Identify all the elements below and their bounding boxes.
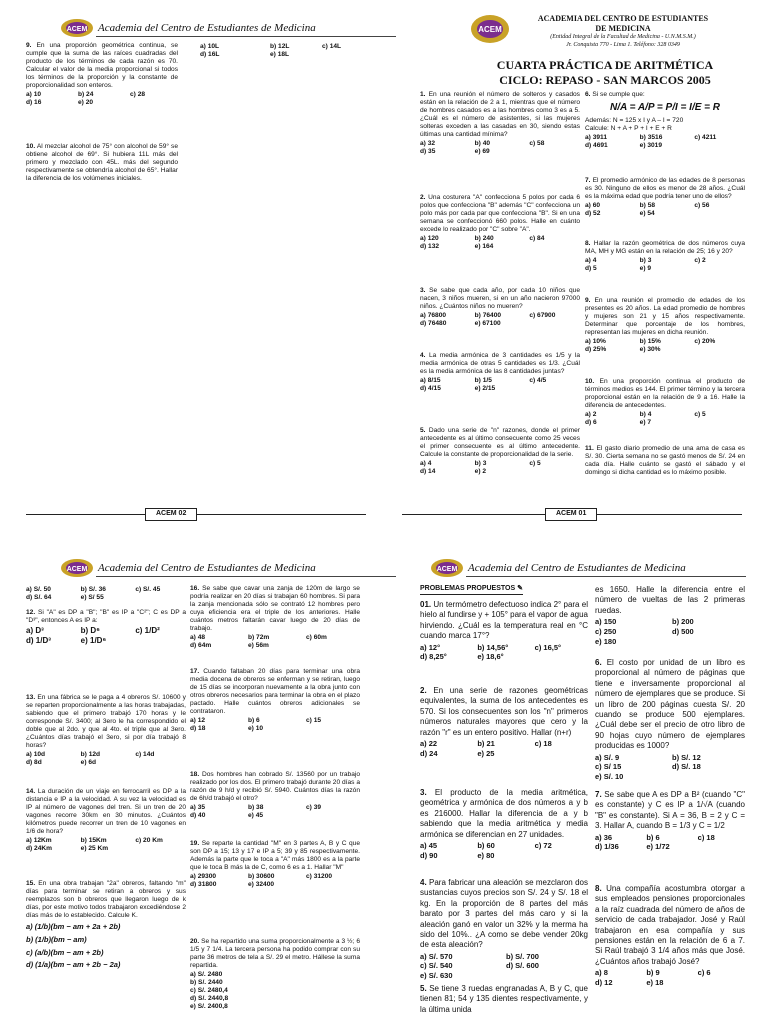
tr-q9: 9. En una reunión el promedio de edades de los presentes es 20 años. La edad promedio de hombres y mujeres son 21 y 15 años respectivamente. Determinar que porcentaje de los hombres, representan las mujeres en dicha reunión. a) 10% b) 15% c) 20% d) 25% e) 30% (585, 297, 745, 354)
bl-top-options: a) S/. 50 b) S/. 36 c) S/. 45 d) S/. 64 e) S/ 55 (26, 586, 161, 602)
bl-q12: 12. Si "A" es DP a "B"; "B" es IP a "C²"; C es DP a "D³", entonces A es IP a: a) D³ b) D⁶ c) 1/D² d) 1/D³ e) 1/D⁶ (26, 609, 186, 645)
br-q01: 01. Un termómetro defectuoso indica 2° para el hielo al fundirse y + 105° para el vapor de agua hirviendo. ¿Cuál es la temperatura real en °C cuando marca 17°? a) 12° b) 14,56° c) 16,5° d) 8,25° e) 18,6° (420, 600, 588, 662)
tl-q9: 9. En una proporción geométrica continua, se cumple que la suma de las raíces cuadradas del producto de los términos de cada razón es 70. Calcular el valor de la media proporcional si todos los términos de la proporción y la constante de proporcionalidad son enteros. a) 10 b) 24 c) 28 d) 16 e) 20 (26, 42, 178, 107)
academy-title-br: Academia del Centro de Estudiantes de Medicina (468, 562, 686, 574)
logo-right (470, 14, 510, 48)
tr-q6: 6. Si se cumple que: N/A = A/P = P/I = I/E = R Además: N = 125 x I y A – I = 720 Calcule: N + A + P + I + E + R a) 3911 b) 3516 c) 4211 d) 4691 e) 3019 (585, 91, 745, 150)
br-q08: 8. Una compañía acostumbra otorgar a sus empleados pensiones proporcionales a la raíz cuadrada del número de años de servicio de cada trabajador. José y Raúl trabajaron en esa compañía y sus pensiones están en la relación de 6 a 7. Si Raúl trabajó 3 1/4 años más que José. ¿Cuántos años trabajó José? a) 8 b) 9 c) 6 d) 12 e) 18 (595, 884, 745, 987)
tr-q3: 3. Se sabe que cada año, por cada 10 niños que nacen, 3 niños mueren, si en un año nacieron 97000 niños. ¿Cuántos niños no mueren? a) 76800 b) 76400 c) 67900 d) 76480 e) 67100 (420, 287, 580, 328)
bl-q13: 13. En una fábrica se le paga a 4 obreros S/. 10600 y se reparten proporcionalmente a las horas trabajadas, sabiendo que el primero trabajó 170 horas y le corresponde S/. 3400; al 3ero le ha correspondido el doble que al 2do. y que al 4to. el triple que al 3ero. ¿Cuántos días trabajó el 3ero, si por día trabajó 8 horas? a) 10d b) 12d c) 14d d) 8d e) 6d (26, 694, 186, 767)
br-q03: 3. El producto de la media aritmética, geométrica y armónica de dos números a y b es 216000. Hallar la diferencia de a y b sabiendo que la media aritmética y media armónica se diferencian en 27 unidades. a) 45 b) 60 c) 72 d) 90 e) 80 (420, 788, 588, 860)
br-q02: 2. En una serie de razones geométricas equivalentes, la suma de los antecedentes es 570. Si los consecuentes son los "n" primeros números naturales mayores que cero y la razón "r" es un entero positivo. Hallar (n+r) a) 22 b) 21 c) 18 d) 24 e) 25 (420, 686, 588, 758)
tr-q10: 10. En una proporción continua el producto de términos medios es 144. El primer término y la tercera proporcional están en la relación de 9 a 16. Halle la diferencia de antecedentes. a) 2 b) 4 c) 5 d) 6 e) 7 (585, 378, 745, 427)
pencil-icon: ✎ (517, 585, 523, 592)
tl-q10-options: a) 10L b) 12L c) 14L d) 16L e) 18L (200, 43, 342, 59)
bl-q16: 16. Se sabe que cavar una zanja de 120m de largo se podría realizar en 20 días si trabajan 60 hombres. Si para la zanja mencionada sólo se contrató 12 hombres pero cuya eficiencia era el triple de los anteriores. Halle cuántos metros faltarán cavar luego de 20 días de trabajo. a) 48 b) 72m c) 60m d) 64m e) 56m (190, 585, 360, 650)
section-title: PROBLEMAS PROPUESTOS ✎ (420, 585, 523, 595)
br-q05: 5. Se tiene 3 ruedas engranadas A, B y C, que tienen 81; 54 y 135 dientes respectivamente, y la última unida (420, 984, 588, 1014)
page-tag-right: ACEM 01 (545, 508, 597, 521)
svg-text:ACEM: ACEM (66, 26, 88, 33)
academy-title-bl: Academia del Centro de Estudiantes de Medicina (98, 562, 316, 574)
svg-text:ACEM: ACEM (66, 566, 88, 573)
academy-caps: ACADEMIA DEL CENTRO DE ESTUDIANTES DE MEDICINA (Entidad Integral de la Facultad de Medicina - U.N.M.S.M.) Jr. Conquista 770 - Lima 1. Teléfono: 328 0349 (537, 14, 709, 48)
practice-title: CUARTA PRÁCTICA DE ARITMÉTICA CICLO: REPASO - SAN MARCOS 2005 (496, 58, 714, 87)
svg-text:ACEM: ACEM (478, 25, 502, 34)
logo-bl (60, 558, 94, 582)
tl-q10: 10. Al mezclar alcohol de 75° con alcohol de 59° se obtiene alcohol de 69°. Si hubiera 11L más del primero y mezclado con 45L. más del segundo respectivamente se obtendría alcohol de 65°. Hallar la diferencia de los volúmenes iniciales. (26, 143, 179, 183)
logo (60, 18, 94, 42)
logo-br (430, 558, 464, 582)
br-q05-cont: es 1650. Halle la diferencia entre el número de vueltas de las 2 primeras ruedas. a) 150 b) 200 c) 250 d) 500 e) 180 (595, 585, 745, 646)
tr-q8: 8. Hallar la razón geométrica de dos números cuya MA, MH y MG están en la relación de 25; 16 y 20? a) 4 b) 3 c) 2 d) 5 e) 9 (585, 240, 745, 273)
bl-q14: 14. La duración de un viaje en ferrocarril es DP a la distancia e IP a la velocidad. A su vez la velocidad es IP al número de vagones del tren. Si un tren de 20 vagones recorre 30km en 30 minutos. ¿Cuántos kilómetros puede recorrer un tren de 10 vagones en 1/6 de hora? a) 12Km b) 15Km c) 20 Km d) 24Km e) 25 Km (26, 788, 186, 853)
br-q07: 7. Se sabe que A es DP a B² (cuando "C" es constante) y C es IP a 1/√A (cuando "B" es constante). Si A = 36, B = 2 y C = 3. Hallar A, cuando B = 1/3 y C = 1/2 a) 36 b) 6 c) 18 d) 1/36 e) 1/72 (595, 790, 745, 852)
proportion-formula: N/A = A/P = P/I = I/E = R (609, 102, 721, 114)
bl-q20: 20. Se ha repartido una suma proporcionalmente a 3 ½; 6 1/5 y 7 1/4. La tercera persona ha podido comprar con su parte 36 metros de tela a S/. 29 el metro. Hállese la suma repartida. a) S/. 2480 b) S/. 2440 c) S/. 2480,4 d) S/. 2440,8 e) S/. 2400,8 (190, 938, 360, 1011)
br-q06: 6. El costo por unidad de un libro es proporcional al número de páginas que tiene e inversamente proporcional al número de ejemplares que se produce. Si un libro de 200 páginas cuesta S/. 20 cuando se produce 500 ejemplares. ¿Cuál debe ser el precio de otro libro de 90 hojas cuyo número de ejemplares producidas es 1000? a) S/. 9 b) S/. 12 c) S/ 15 d) S/. 18 e) S/. 10 (595, 658, 745, 782)
tr-q11: 11. El gasto diario promedio de una ama de casa es S/. 30. Cierta semana no se gastó menos de S/. 24 en cada día. Halle cuánto se gastó el sábado y el domingo si dicha cantidad es lo máximo posible. (585, 445, 745, 477)
tr-q2: 2. Una costurera "A" confecciona 5 polos por cada 6 polos que confecciona "B" además "C" confecciona un polo más por cada par que confecciona "B". Si en una semana se confeccionó 660 polos. Halle en cuánto excede lo realizado por "C" sobre "A". a) 120 b) 240 c) 84 d) 132 e) 164 (420, 194, 580, 251)
bl-q19: 19. Se reparte la cantidad "M" en 3 partes A, B y C que son DP a 15; 13 y 17 e IP a 5; 39 y 85 respectivamente. Además la parte que le toca a "A" más 1800 es a la parte que le toca B más la de C, como 6 es a 1. Hallar "M" a) 29300 b) 30600 c) 31200 d) 31800 e) 32400 (190, 840, 360, 889)
bl-q15: 15. En una obra trabajan "2a" obreros, faltando "m" días para terminar se retiran a obreros y sus reemplazos son b obreros que llegaron luego de k días, por este motivo todos trabajaron excediéndose 2 días más de lo establecido. Calcule K. a) (1/b)(bm − am + 2a + 2b) b) (1/b)(bm − am) c) (a/b)(bm − am + 2b) d) (1/a)(bm − am + 2b − 2a) (26, 880, 186, 970)
br-q04: 4. Para fabricar una aleación se mezclaron dos sustancias cuyos precios son S/. 24 y S/. 18 el kg. En la proporción de 8 partes del más barato por 3 partes del más caro y si la aleación ganó en valor un 32% y la merma ha sido del 10%.. ¿A como se debe vender 20kg de esta aleación? a) S/. 570 b) S/. 700 c) S/. 540 d) S/. 600 e) S/. 630 (420, 878, 588, 981)
tr-q7: 7. El promedio armónico de las edades de 8 personas es 30. Ninguno de ellos es menor de 28 años. ¿Cuál es la máxima edad que podría tener uno de ellos? a) 60 b) 58 c) 56 d) 52 e) 54 (585, 177, 745, 218)
tr-q4: 4. La media armónica de 3 cantidades es 1/5 y la media armónica de otras 5 cantidades es 1/3. ¿Cuál es la media armónica de las 8 cantidades juntas? a) 8/15 b) 1/5 c) 4/5 d) 4/15 e) 2/15 (420, 352, 580, 393)
academy-title: Academia del Centro de Estudiantes de Medicina (98, 22, 316, 34)
bl-q18: 18. Dos hombres han cobrado S/. 13560 por un trabajo realizado por los dos. El primero trabajó durante 20 días a razón de 9 h/d y recibió S/. 5940. Cuántos días la razón de 6h/d trabajó el otro? a) 35 b) 38 c) 39 d) 40 e) 45 (190, 771, 360, 820)
page-tag-left: ACEM 02 (145, 508, 197, 521)
bl-q17: 17. Cuando faltaban 20 días para terminar una obra media docena de obreros se enferman y se retiran, luego de 15 días se incorporan nuevamente a la obra junto con otros obreros necesarios para terminar la obra en el plazo pactado. Halle cuántos obreros adicionales se contrataron. a) 12 b) 6 c) 15 d) 18 e) 10 (190, 668, 360, 733)
tr-q5: 5. Dado una serie de "n" razones, donde el primer antecedente es al último consecuente como 25 veces el primer consecuente es al último antecedente. Calcule la constante de proporcionalidad de la serie. a) 4 b) 3 c) 5 d) 14 e) 2 (420, 427, 580, 476)
tr-q1: 1. En una reunión el número de solteros y casados están en la relación de 2 a 1, mientras que el número de hombres casados es a las hombres como 3 es a 5. ¿Cuál es el número de asistentes, si las mujeres solteras exceden a las casadas en 30, siendo estas últimas una cantidad mínima? a) 32 b) 40 c) 58 d) 35 e) 69 (420, 91, 580, 156)
svg-text:ACEM: ACEM (436, 566, 458, 573)
